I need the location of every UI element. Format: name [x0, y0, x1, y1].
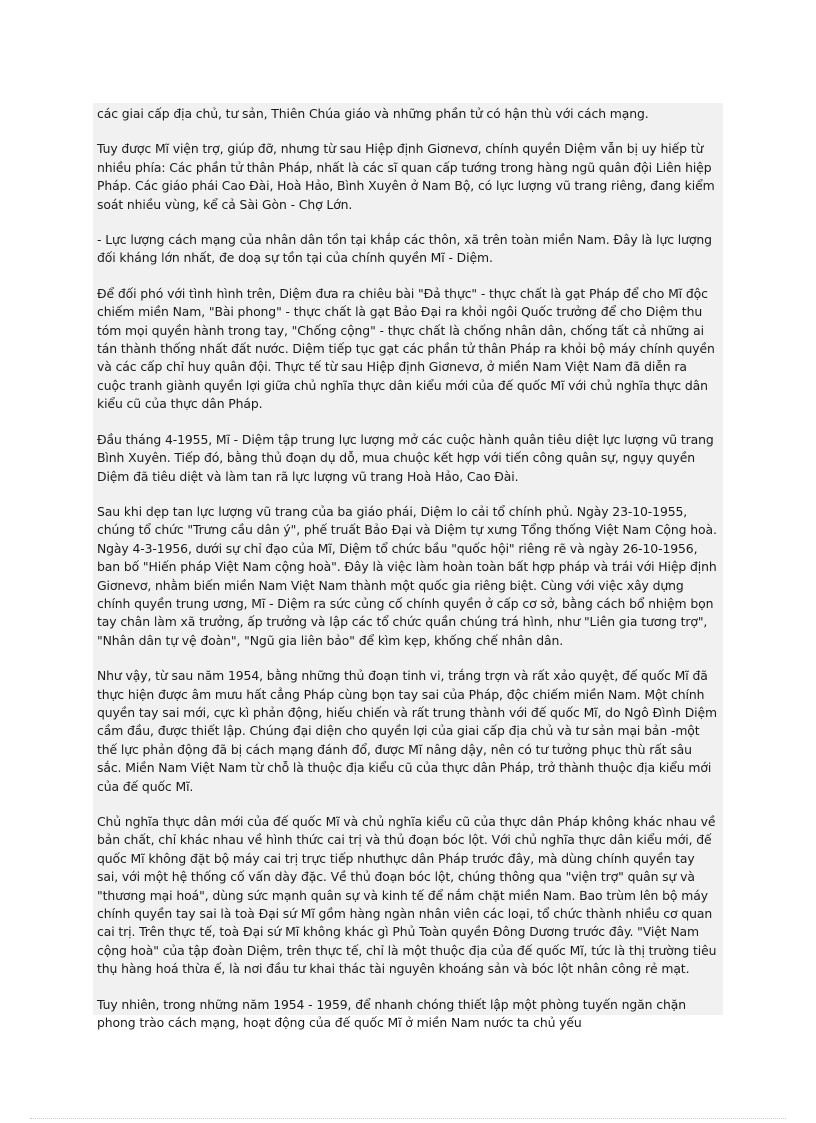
paragraph: Chủ nghĩa thực dân mới của đế quốc Mĩ và chủ nghĩa kiểu cũ của thực dân Pháp không khác nhau về bản chất, chỉ khác nhau về hình thức cai trị và thủ đoạn bóc lột. Với chủ nghĩa thực dân kiểu mới, đế quốc Mĩ không đặt bộ máy cai trị trực tiếp nhưthực dân Pháp trước đây, mà dùng chính quyền tay sai, với một hệ thống cố vấn dày đặc. Về thủ đoạn bóc lột, chúng thông qua "viện trợ" quân sự và "thương mại hoá", dùng sức mạnh quân sự và kinh tế để nắm chặt miền Nam. Bao trùm lên bộ máy chính quyền tay sai là toà Đại sứ Mĩ gồm hàng ngàn nhân viên các loại, tổ chức thành nhiều cơ quan cai trị. Trên thực tế, toà Đại sứ Mĩ không khác gì Phủ Toàn quyền Đông Dương trước đây. "Việt Nam cộng hoà" của tập đoàn Diệm, trên thực tế, chỉ là một thuộc địa của đế quốc Mĩ, tức là thị trường tiêu thụ hàng hoá thừa ế, là nơi đầu tư khai thác tài nguyên khoáng sản và bóc lột nhân công rẻ mạt. — [97, 814, 717, 977]
paragraph: - Lực lượng cách mạng của nhân dân tồn tại khắp các thôn, xã trên toàn miền Nam. Đây là lực lượng đối kháng lớn nhất, đe doạ sự tồn tại của chính quyền Mĩ - Diệm. — [97, 232, 712, 266]
paragraph: Như vậy, từ sau năm 1954, bằng những thủ đoạn tinh vi, trắng trợn và rất xảo quyệt, đế quốc Mĩ đã thực hiện được âm mưu hất cẳng Pháp cùng bọn tay sai của Pháp, độc chiếm miền Nam. Một chính quyền tay sai mới, cực kì phản động, hiếu chiến và rất trung thành với đế quốc Mĩ, do Ngô Đình Diệm cầm đầu, được thiết lập. Chúng đại diện cho quyền lợi của giai cấp địa chủ và tư sản mại bản -một thế lực phản động đã bị cách mạng đánh đổ, được Mĩ nâng dậy, nên có tư tưởng phục thù rất sâu sắc. Miền Nam Việt Nam từ chỗ là thuộc địa kiểu cũ của thực dân Pháp, trở thành thuộc địa kiểu mới của đế quốc Mĩ. — [97, 668, 717, 794]
paragraph: Sau khi dẹp tan lực lượng vũ trang của ba giáo phái, Diệm lo cải tổ chính phủ. Ngày 23-10-1955, chúng tổ chức "Trưng cầu dân ý", phế truất Bảo Đại và Diệm tự xưng Tổng thống Việt Nam Cộng hoà. Ngày 4-3-1956, dưới sự chỉ đạo của Mĩ, Diệm tổ chức bầu "quốc hội" riêng rẽ và ngày 26-10-1956, ban bố "Hiến pháp Việt Nam cộng hoà". Đây là việc làm hoàn toàn bất hợp pháp và trái với Hiệp định Giơnevơ, nhằm biến miền Nam Việt Nam thành một quốc gia riêng biệt. Cùng với việc xây dựng chính quyền trung ương, Mĩ - Diệm ra sức củng cố chính quyền ở cấp cơ sở, bằng cách bổ nhiệm bọn tay chân làm xã trưởng, ấp trưởng và lập các tổ chức quần chúng trá hình, như "Liên gia tương trợ", "Nhân dân tự vệ đoàn", "Ngũ gia liên bảo" để kìm kẹp, khống chế nhân dân. — [97, 503, 717, 648]
paragraph: Tuy được Mĩ viện trợ, giúp đỡ, nhưng từ sau Hiệp định Giơnevơ, chính quyền Diệm vẫn bị uy hiếp từ nhiều phía: Các phần tử thân Pháp, nhất là các sĩ quan cấp tướng trong hàng ngũ quân đội Liên hiệp Pháp. Các giáo phái Cao Đài, Hoà Hảo, Bình Xuyên ở Nam Bộ, có lực lượng vũ trang riêng, đang kiểm soát nhiều vùng, kể cả Sài Gòn - Chợ Lớn. — [97, 141, 715, 212]
paragraph: Để đối phó với tình hình trên, Diệm đưa ra chiêu bài "Đả thực" - thực chất là gạt Pháp để cho Mĩ độc chiếm miền Nam, "Bài phong" - thực chất là gạt Bảo Đại ra khỏi ngôi Quốc trưởng để cho Diệm thu tóm mọi quyền hành trong tay, "Chống cộng" - thực chất là chống nhân dân, chống tất cả những ai tán thành thống nhất đất nước. Diệm tiếp tục gạt các phần tử thân Pháp ra khỏi bộ máy chính quyền và các cấp chỉ huy quân đội. Thực tế từ sau Hiệp định Giơnevơ, ở miền Nam Việt Nam đã diễn ra cuộc tranh giành quyền lợi giữa chủ nghĩa thực dân kiểu mới của đế quốc Mĩ với chủ nghĩa thực dân kiểu cũ của thực dân Pháp. — [97, 285, 715, 412]
paragraph: Tuy nhiên, trong những năm 1954 - 1959, để nhanh chóng thiết lập một phòng tuyến ngăn chặn phong trào cách mạng, hoạt động của đế quốc Mĩ ở miền Nam nước ta chủ yếu — [97, 996, 686, 1031]
paragraph: các giai cấp địa chủ, tư sản, Thiên Chúa giáo và những phần tử có hận thù với cách mạng. — [97, 106, 649, 121]
paragraph: Đầu tháng 4-1955, Mĩ - Diệm tập trung lực lượng mở các cuộc hành quân tiêu diệt lực lượng vũ trang Bình Xuyên. Tiếp đó, bằng thủ đoạn dụ dỗ, mua chuộc kết hợp với tiến công quân sự, ngụy quyền Diệm đã tiêu diệt và làm tan rã lực lượng vũ trang Hoà Hảo, Cao Đài. — [97, 431, 714, 484]
document-body — [93, 103, 723, 1031]
document-text — [97, 105, 719, 1049]
page-bottom-divider — [30, 1118, 786, 1119]
